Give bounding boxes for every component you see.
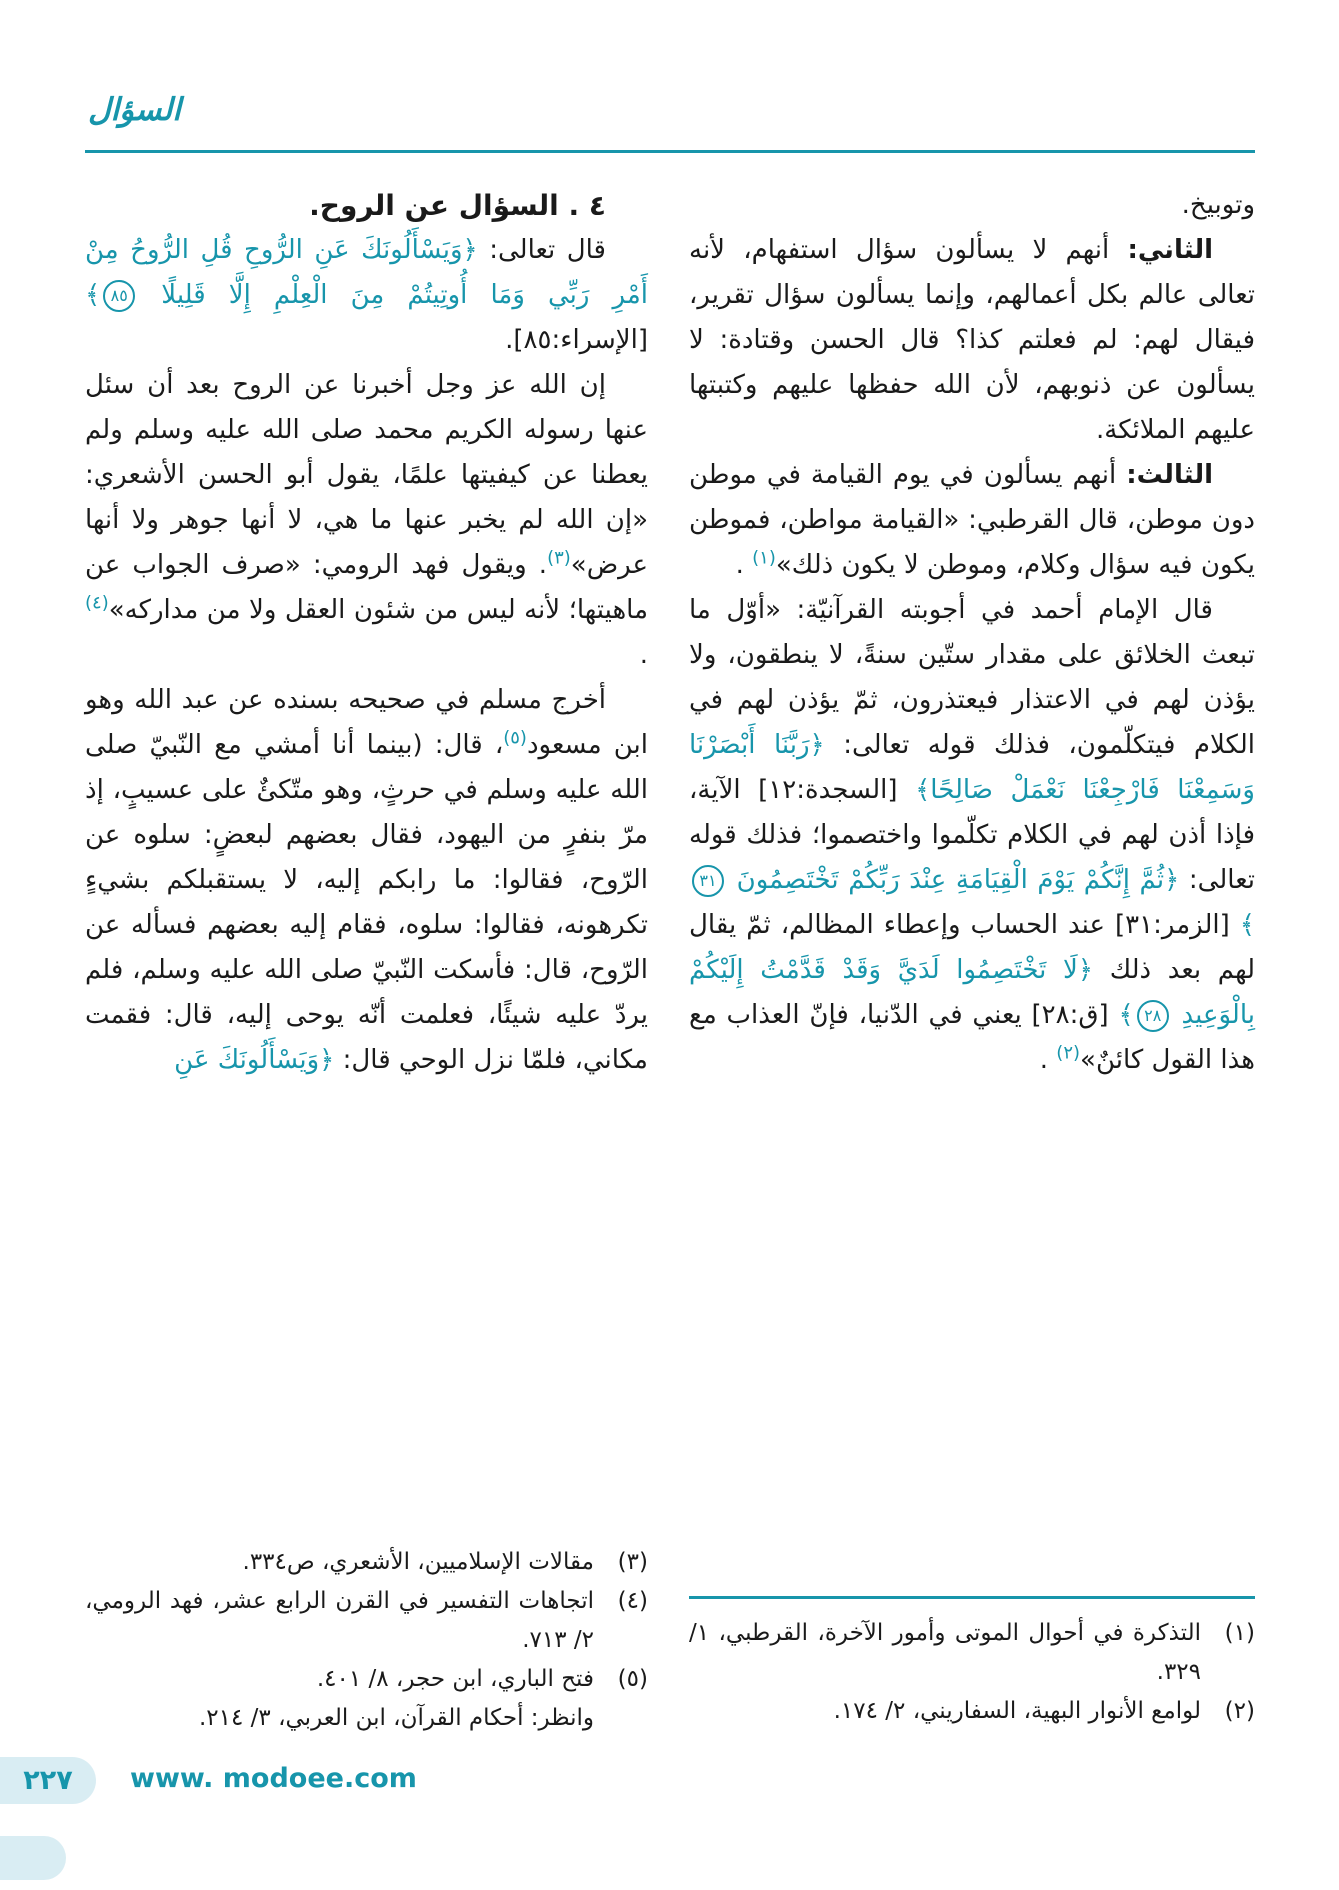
footnote-number: (٤): [617, 1588, 648, 1614]
footnote-ref: (٥): [503, 727, 527, 749]
text-segment: [الزمر:٣١] عند الحساب وإعطاء المظالم، ثمّ يقال لهم بعد ذلك: [689, 910, 1256, 985]
quran-verse: ﴾: [1118, 1000, 1134, 1030]
footnote-text: وانظر: أحكام القرآن، ابن العربي، ٣/ ٢١٤.: [198, 1705, 594, 1731]
text-segment: وتوبيخ.: [1181, 190, 1255, 220]
footnote: [85, 1699, 648, 1738]
text-segment: .: [1039, 1045, 1057, 1075]
text-segment: [السجدة:١٢] الآية، فإذا أذن لهم في الكلام تكلّموا واختصموا؛ فذلك قوله تعالى:: [689, 775, 1255, 895]
text-segment: .: [639, 640, 648, 670]
footnote-text: فتح الباري، ابن حجر، ٨/ ٤٠١.: [316, 1666, 594, 1692]
quran-verse: ﴿رَبَّنَا أَبْصَرْنَا وَسَمِعْنَا فَارْجِعْنَا نَعْمَلْ صَالِحًا﴾: [689, 730, 1255, 805]
footnote: [689, 1692, 1255, 1731]
footnote-number: [602, 1699, 648, 1738]
text-segment: . ويقول فهد الرومي: «صرف الجواب عن ماهيتها؛ لأنه ليس من شئون العقل ولا من مداركه»: [85, 550, 648, 625]
footnotes-left: [85, 1543, 648, 1738]
text-segment: [ق:٢٨] يعني في الدّنيا، فإنّ العذاب مع هذا القول كائنٌ»: [689, 1000, 1255, 1075]
header-title: السؤال: [88, 92, 181, 128]
footnote-text: لوامع الأنوار البهية، السفاريني، ٢/ ١٧٤.: [833, 1698, 1201, 1724]
footer-decoration-bar: [0, 1836, 66, 1880]
text-segment: .: [735, 550, 753, 580]
footnote-ref: (٣): [547, 547, 571, 569]
bold-text: ٤ . السؤال عن الروح.: [309, 189, 606, 222]
para-continuation: [689, 183, 1255, 228]
footnote-ref: (٤): [85, 592, 109, 614]
text-segment: أنهم لا يسألون سؤال استفهام، لأنه تعالى عالم بكل أعمالهم، وإنما يسألون سؤال تقرير، فيقال لهم: لم فعلتم كذا؟ قال الحسن وقتادة: لا يسألون عن ذنوبهم، لأن الله حفظها عليهم وكتبتها عليهم الملائكة.: [689, 235, 1255, 445]
footnote-text: مقالات الإسلاميين، الأشعري، ص٣٣٤.: [242, 1549, 594, 1575]
column-left: [85, 183, 648, 1083]
page-number-badge: [0, 1757, 96, 1804]
footnote-number: (٥): [617, 1666, 648, 1692]
quran-verse: ﴿وَيَسْأَلُونَكَ عَنِ الرُّوحِ قُلِ الرُّوحُ مِنْ أَمْرِ رَبِّي وَمَا أُوتِيتُمْ مِنَ الْعِلْمِ إِلَّا قَلِيلًا: [85, 235, 648, 310]
para-imam-ahmad: [689, 588, 1255, 1083]
ayah-number-badge: ٣١: [692, 865, 724, 897]
footnote-number: (٣): [617, 1549, 648, 1575]
text-segment: إن الله عز وجل أخبرنا عن الروح بعد أن سئل عنها رسوله الكريم محمد صلى الله عليه وسلم ولم يعطنا عن كيفيتها علمًا، يقول أبو الحسن الأشعري: «إن الله لم يخبر عنها ما هي، لا أنها جوهر ولا أنها عرض»: [85, 370, 648, 580]
quran-verse: ﴿ثُمَّ إِنَّكُمْ يَوْمَ الْقِيَامَةِ عِنْدَ رَبِّكُمْ تَخْتَصِمُونَ: [727, 865, 1180, 895]
footnote-ref: (١): [752, 547, 776, 569]
section-heading: [85, 183, 648, 228]
footnote-number: (١): [1224, 1620, 1255, 1646]
text-segment: أخرج مسلم في صحيحه بسنده عن عبد الله وهو ابن مسعود: [85, 685, 648, 760]
para-quran-opening: [85, 228, 648, 363]
text-segment: [الإسراء:٨٥].: [505, 325, 648, 355]
footnote-text: التذكرة في أحوال الموتى وأمور الآخرة، القرطبي، ١/ ٣٢٩.: [689, 1620, 1201, 1685]
page-number: ٢٢٧: [23, 1765, 73, 1796]
text-segment: أنهم يسألون في يوم القيامة في موطن دون موطن، قال القرطبي: «القيامة مواطن، فموطن يكون فيه سؤال وكلام، وموطن لا يكون ذلك»: [689, 460, 1255, 580]
quran-verse: ﴿لَا تَخْتَصِمُوا لَدَيَّ وَقَدْ قَدَّمْتُ إِلَيْكُمْ بِالْوَعِيدِ: [689, 955, 1255, 1030]
para-second-point: [689, 228, 1255, 453]
para-hadith-muslim: [85, 678, 648, 1083]
footnote: [85, 1582, 648, 1660]
footnotes-right: [689, 1614, 1255, 1731]
footnote: [85, 1660, 648, 1699]
text-segment: قال الإمام أحمد في أجوبته القرآنيّة: «أوّل ما تبعث الخلائق على مقدار ستّين سنةً، لا ينطقون، ولا يؤذن لهم في الاعتذار فيعتذرون، ثمّ يؤذن لهم في الكلام فيتكلّمون، فذلك قوله تعالى:: [689, 595, 1255, 760]
text-segment: قال تعالى:: [477, 235, 606, 265]
quran-verse: ﴿وَيَسْأَلُونَكَ عَنِ: [174, 1045, 335, 1075]
bold-text: الثاني:: [1127, 235, 1213, 265]
ayah-number-badge: ٨٥: [103, 280, 135, 312]
header-rule: [85, 150, 1255, 153]
footnote-separator: [689, 1596, 1255, 1599]
footnote: [85, 1543, 648, 1582]
ayah-number-badge: ٢٨: [1137, 1000, 1169, 1032]
bold-text: الثالث:: [1126, 460, 1213, 490]
footnote-number: (٢): [1224, 1698, 1255, 1724]
quran-verse: ﴾: [1239, 910, 1255, 940]
quran-verse: ﴾: [85, 280, 101, 310]
footnote: [689, 1614, 1255, 1692]
footnote-ref: (٢): [1056, 1042, 1081, 1064]
website-url: www. modoee.com: [130, 1763, 417, 1794]
text-segment: ، قال: (بينما أنا أمشي مع النّبيّ صلى الله عليه وسلم في حرثٍ، وهو متّكئٌ على عسيبٍ، إذ مرّ بنفرٍ من اليهود، فقال بعضهم لبعضٍ: سلوه عن الرّوح، فقالوا: ما رابكم إليه، لا يستقبلكم بشيءٍ تكرهونه، فقالوا: سلوه، فقام إليه بعضهم فسأله عن الرّوح، قال: فأسكت النّبيّ صلى الله عليه وسلم، فلم يردّ عليه شيئًا، فعلمت أنّه يوحى إليه، قال: فقمت مكاني، فلمّا نزل الوحي قال:: [85, 730, 648, 1075]
para-explanation: [85, 363, 648, 678]
footnote-text: اتجاهات التفسير في القرن الرابع عشر، فهد الرومي، ٢/ ٧١٣.: [85, 1588, 594, 1653]
column-right: [689, 183, 1255, 1083]
para-third-point: [689, 453, 1255, 588]
